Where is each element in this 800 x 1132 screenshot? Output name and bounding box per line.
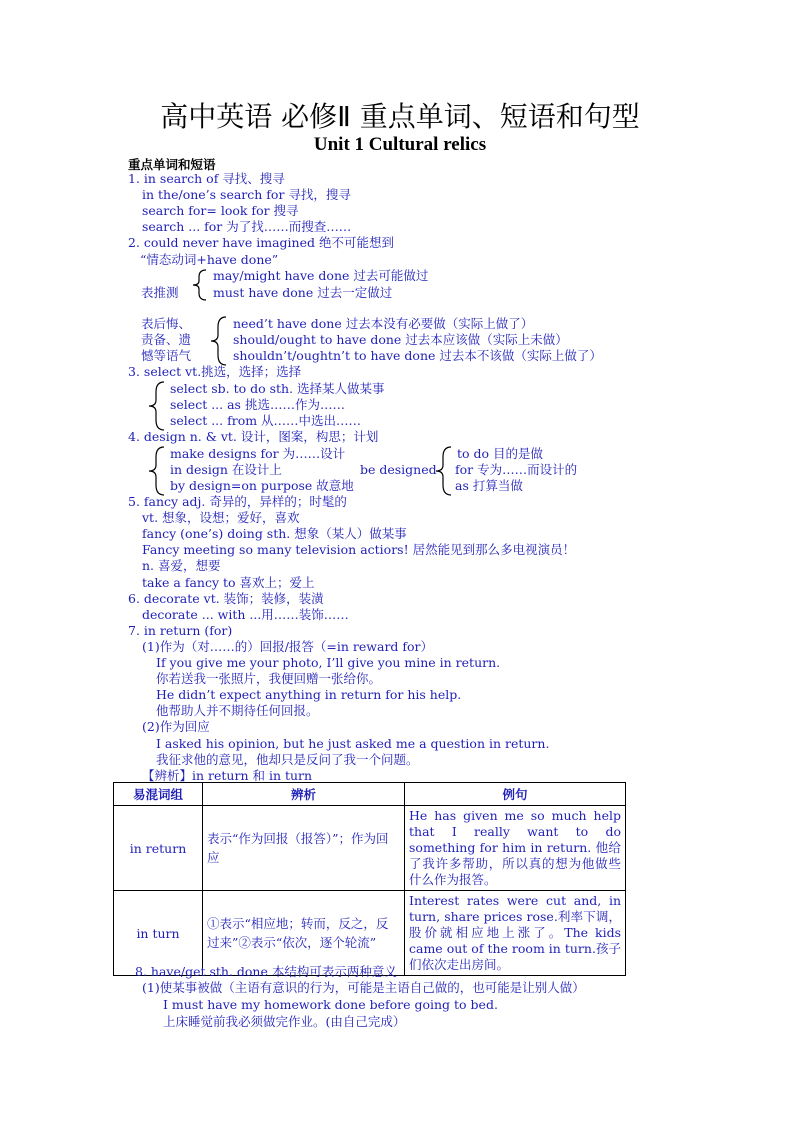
item-7-example: I asked his opinion, but he just asked me a question in return. — [156, 736, 550, 751]
table-header: 易混词组 — [114, 783, 203, 806]
item-4-phrase: as 打算当做 — [455, 478, 523, 493]
item-5-example: Fancy meeting so many television actiors! 居然能见到那么多电视演员！ — [142, 542, 576, 557]
item-5-heading: 5. fancy adj. 奇异的，异样的；时髦的 — [128, 494, 347, 509]
table-cell-analysis: ①表示“相应地；转而，反之，反过来”②表示“依次，逐个轮流” — [203, 891, 405, 976]
table-cell-phrase: in return — [114, 806, 203, 891]
section-heading: 重点单词和短语 — [128, 157, 216, 172]
item-7-sense: (1)作为（对……的）回报/报答（=in reward for） — [142, 639, 434, 654]
item-2-phrase: may/might have done 过去可能做过 — [213, 268, 429, 283]
item-5-phrase: n. 喜爱，想要 — [142, 558, 221, 573]
item-3-phrase: select ... as 挑选……作为…… — [170, 397, 345, 412]
item-2-phrase: must have done 过去一定做过 — [213, 285, 393, 300]
item-1-phrase: in the/one’s search for 寻找，搜寻 — [142, 187, 351, 202]
brace-icon — [146, 380, 168, 432]
item-1-phrase: search for= look for 搜寻 — [142, 203, 299, 218]
item-4-phrase: for 专为……而设计的 — [455, 462, 578, 477]
brace-icon — [433, 445, 455, 497]
item-4-phrase: to do 目的是做 — [457, 446, 544, 461]
analysis-heading: 【辨析】in return 和 in turn — [142, 768, 313, 783]
item-6-heading: 6. decorate vt. 装饰；装修，装潢 — [128, 591, 324, 606]
brace-icon — [190, 268, 210, 302]
item-4-label: be designed — [360, 462, 437, 477]
item-7-translation: 他帮助人并不期待任何回报。 — [156, 703, 319, 718]
item-5-phrase: fancy (one’s) doing sth. 想象（某人）做某事 — [142, 526, 407, 541]
item-8-translation: 上床睡觉前我必须做完作业。(由自己完成） — [163, 1014, 406, 1029]
item-2-label: 憾等语气 — [141, 348, 192, 363]
item-7-heading: 7. in return (for) — [128, 623, 233, 638]
brace-icon — [208, 315, 230, 367]
item-7-example: If you give me your photo, I’ll give you mine in return. — [156, 655, 501, 670]
page-title: 高中英语 必修Ⅱ 重点单词、短语和句型 — [160, 100, 640, 133]
item-2-label: 表后悔、 — [141, 316, 192, 331]
item-3-phrase: select ... from 从……中选出…… — [170, 413, 362, 428]
unit-title: Unit 1 Cultural relics — [313, 134, 487, 155]
item-4-phrase: in design 在设计上 — [170, 462, 282, 477]
table-header: 例句 — [405, 783, 626, 806]
table-cell-analysis: 表示“作为回报（报答）”；作为回应 — [203, 806, 405, 891]
table-cell-example: He has given me so much help that I really want to do something for him in return. 他给了我许多帮助，所以真的想为他做些什么作为报答。 — [405, 806, 626, 891]
item-8-sense: (1)使某事被做（主语有意识的行为，可能是主语自己做的，也可能是让别人做） — [142, 980, 585, 995]
item-7-example: He didn’t expect anything in return for his help. — [156, 687, 462, 702]
table-cell-example: Interest rates were cut and, in turn, share prices rose.利率下调，股价就相应地上涨了。The kids came out of the room in turn.孩子们依次走出房间。 — [405, 891, 626, 976]
table-cell-phrase: in turn — [114, 891, 203, 976]
item-3-heading: 3. select vt.挑选，选择；选择 — [128, 364, 302, 379]
item-4-phrase: by design=on purpose 故意地 — [170, 478, 354, 493]
item-2-label: 责备、遗 — [141, 332, 192, 347]
table-header-row — [114, 783, 626, 806]
item-6-phrase: decorate ... with ...用……装饰…… — [142, 607, 349, 622]
brace-icon — [146, 445, 168, 497]
item-2-note: “情态动词+have done” — [140, 252, 279, 267]
item-4-heading: 4. design n. & vt. 设计，图案，构思；计划 — [128, 429, 379, 444]
item-2-phrase: shouldn’t/oughtn’t to have done 过去本不该做（实际上做了） — [233, 348, 602, 363]
item-1-phrase: search ... for 为了找……而搜查…… — [142, 219, 352, 234]
item-7-sense: (2)作为回应 — [142, 719, 210, 734]
item-7-translation: 我征求他的意见，他却只是反问了我一个问题。 — [156, 752, 419, 767]
item-2-phrase: should/ought to have done 过去本应该做（实际上未做） — [233, 332, 568, 347]
item-2-phrase: need’t have done 过去本没有必要做（实际上做了） — [233, 316, 534, 331]
item-7-translation: 你若送我一张照片，我便回赠一张给你。 — [156, 671, 382, 686]
item-2-label: 表推测 — [141, 285, 179, 300]
item-5-phrase: take a fancy to 喜欢上；爱上 — [142, 575, 315, 590]
comparison-table — [113, 782, 626, 976]
table-header: 辨析 — [203, 783, 405, 806]
table-row — [114, 891, 626, 976]
item-2-heading: 2. could never have imagined 绝不可能想到 — [128, 235, 394, 250]
item-4-phrase: make designs for 为……设计 — [170, 446, 346, 461]
item-8-heading: 8. have/get sth. done 本结构可表示两种意义 — [135, 964, 397, 979]
item-1-heading: 1. in search of 寻找、搜寻 — [128, 171, 285, 186]
item-8-example: I must have my homework done before going to bed. — [163, 997, 498, 1012]
item-3-phrase: select sb. to do sth. 选择某人做某事 — [170, 381, 385, 396]
item-5-phrase: vt. 想象，设想；爱好，喜欢 — [142, 510, 300, 525]
table-row — [114, 806, 626, 891]
